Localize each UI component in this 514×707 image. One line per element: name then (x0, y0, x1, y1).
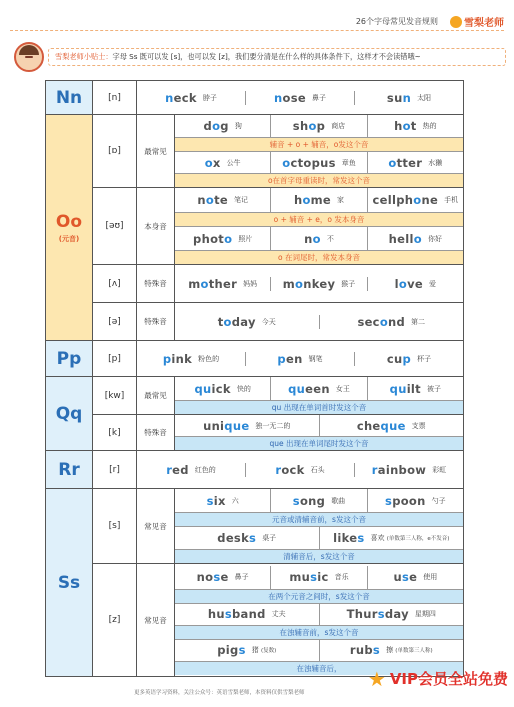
rule-text: que 出现在单词尾时发这个音 (175, 436, 463, 450)
chinese-meaning: 照片 (238, 234, 253, 243)
ipa-k: [k] (93, 415, 137, 451)
english-word: husband (207, 607, 266, 621)
english-word: shop (292, 119, 326, 133)
word-item (368, 489, 463, 512)
word-note: (单数第三人称) (395, 648, 433, 654)
word-item (368, 152, 463, 173)
ipa-kw: [kw] (93, 377, 137, 415)
english-word: Thursday (346, 607, 409, 621)
row-nn (46, 81, 464, 115)
word-item (355, 352, 463, 366)
chinese-meaning: 被子 (426, 384, 441, 393)
word-row (175, 527, 463, 549)
highlighted-letters: o (224, 231, 233, 246)
highlighted-letters: qu (389, 381, 407, 396)
highlighted-letters: n (165, 90, 174, 105)
word-row (175, 152, 463, 173)
word-row (175, 227, 463, 250)
rule-text: qu 出现在单词首时发这个音 (175, 400, 463, 414)
word-item (175, 489, 271, 512)
letter-pp: Pp (46, 341, 93, 377)
chinese-meaning: 鼻子 (234, 573, 249, 581)
word-item (175, 115, 271, 137)
english-word: nose (196, 570, 229, 584)
highlighted-letters: o (413, 193, 422, 207)
english-word: today (217, 314, 256, 329)
word-item (271, 277, 367, 291)
rule-text: 在两个元音之间时，s发这个音 (175, 589, 463, 603)
english-word: mother (188, 276, 238, 291)
letter-nn: Nn (46, 81, 93, 115)
word-item (368, 566, 463, 589)
english-word: dog (203, 119, 229, 133)
row-oo-1 (46, 115, 464, 188)
english-word: second (357, 314, 406, 329)
highlighted-letters: s (206, 493, 214, 508)
highlighted-letters: o (205, 193, 215, 207)
star-icon: ★ (367, 666, 386, 691)
tip-label: 雪梨老师小贴士： (55, 52, 113, 61)
english-word: six (206, 493, 226, 508)
english-word: cellphone (372, 193, 439, 207)
word-item (320, 604, 464, 625)
row-oo-2 (46, 188, 464, 265)
english-word: pink (162, 351, 193, 366)
english-word: ox (204, 155, 221, 170)
chinese-meaning: 手机 (444, 196, 459, 204)
ipa-r: [r] (93, 451, 137, 489)
header-title: 26个字母常见发音规则 (355, 17, 438, 26)
rule-text: 元音或清辅音前，s发这个音 (175, 512, 463, 526)
word-item (137, 352, 246, 366)
chinese-meaning: 你好 (427, 234, 442, 243)
cat-o1: 最常见 (137, 115, 175, 188)
letter-oo: Oo (元音) (46, 115, 93, 341)
english-word: quick (194, 381, 231, 396)
english-word: neck (165, 90, 197, 105)
chinese-meaning: 歌曲 (331, 496, 346, 505)
tip-box (48, 48, 506, 66)
word-item (368, 377, 463, 400)
chinese-meaning: 笔记 (233, 196, 248, 204)
word-item (175, 415, 320, 436)
ipa-o4: [ə] (93, 303, 137, 341)
pear-icon (450, 16, 462, 28)
word-row (175, 604, 463, 625)
letter-rr: Rr (46, 451, 93, 489)
word-note: (复数) (260, 648, 277, 654)
row-rr (46, 451, 464, 489)
cat-o3: 特殊音 (137, 265, 175, 303)
tip-text: 字母 Ss 既可以发 [s]，也可以发 [z]，我们要分清是在什么样的具体条件下，这样才不会读错哦~ (112, 52, 421, 61)
ipa-o2: [əʊ] (93, 188, 137, 265)
highlighted-letters: o (302, 193, 311, 207)
english-word: octopus (282, 155, 336, 170)
word-item (320, 640, 464, 661)
chinese-meaning: 粉色的 (198, 354, 220, 363)
chinese-meaning: 支票 (411, 421, 426, 430)
highlighted-letters: o (398, 276, 408, 291)
cat-k: 特殊音 (137, 415, 175, 451)
english-word: hot (394, 119, 417, 133)
highlighted-letters: n (274, 90, 283, 105)
word-row (175, 566, 463, 589)
highlighted-letters: r (166, 462, 173, 477)
cat-o2: 本身音 (137, 188, 175, 265)
cat-z: 常见音 (137, 564, 175, 677)
highlighted-letters: p (402, 351, 412, 366)
word-item (320, 315, 464, 329)
phonics-table (45, 80, 464, 677)
word-item (368, 115, 463, 137)
highlighted-letters: s (213, 570, 221, 584)
footer-note: 更多英语学习资料，关注公众号：英语雪梨老师，本资料仅供雪梨老师 (134, 690, 305, 696)
vowel-tag: (元音) (58, 234, 80, 243)
rule-text: o 在词尾时，常发本身音 (175, 250, 463, 264)
word-item (271, 152, 367, 173)
highlighted-letters: o (282, 155, 291, 170)
highlighted-letters: o (402, 119, 411, 133)
highlighted-letters: o (312, 231, 321, 246)
chinese-meaning: 喜欢 (单数第三人称，e不发音) (370, 534, 450, 542)
word-row (137, 463, 463, 477)
word-item (175, 640, 320, 661)
highlighted-letters: o (212, 119, 221, 133)
row-ss-1 (46, 489, 464, 564)
english-word: home (293, 193, 332, 207)
brand-logo: 雪梨老师 (450, 14, 504, 29)
tip-section (14, 42, 506, 72)
word-item (175, 152, 271, 173)
english-word: quilt (389, 381, 421, 396)
cat-kw: 最常见 (137, 377, 175, 415)
word-item (246, 91, 355, 105)
chinese-meaning: 第二 (411, 317, 426, 326)
english-word: rainbow (371, 462, 427, 477)
ipa-p: [p] (93, 341, 137, 377)
english-word: monkey (282, 276, 336, 291)
chinese-meaning: 太阳 (417, 93, 432, 102)
chinese-meaning: 狗 (234, 122, 242, 130)
highlighted-letters: s (238, 643, 246, 657)
ipa-o1: [ɒ] (93, 115, 137, 188)
header-divider (10, 30, 504, 31)
word-item (175, 227, 271, 250)
highlighted-letters: o (308, 119, 317, 133)
row-qq-2 (46, 415, 464, 451)
english-word: no (304, 231, 321, 246)
highlighted-letters: qu (194, 381, 212, 396)
letter-ss: Ss (46, 489, 93, 677)
chinese-meaning: 勺子 (431, 496, 446, 505)
word-row (137, 91, 463, 105)
highlighted-letters: p (162, 351, 172, 366)
word-row (175, 315, 463, 329)
rule-text: o + 辅音 + e，o 发本身音 (175, 212, 463, 226)
cat-s: 常见音 (137, 489, 175, 564)
chinese-meaning: 今天 (261, 317, 276, 326)
highlighted-letters: que (224, 418, 250, 433)
english-word: note (197, 193, 228, 207)
word-item (175, 527, 320, 549)
highlighted-letters: r (371, 462, 378, 477)
chinese-meaning: 热的 (422, 122, 437, 130)
highlighted-letters: s (310, 570, 318, 584)
english-word: desks (217, 531, 257, 545)
row-qq-1 (46, 377, 464, 415)
english-word: likes (333, 531, 365, 545)
highlighted-letters: s (372, 643, 381, 657)
row-pp (46, 341, 464, 377)
word-row (175, 277, 463, 291)
chinese-meaning: 鼻子 (311, 93, 326, 102)
word-item (271, 566, 367, 589)
english-word: unique (203, 418, 250, 433)
chinese-meaning: 音乐 (334, 573, 349, 581)
chinese-meaning: 红色的 (194, 465, 216, 474)
word-item (271, 377, 367, 400)
highlighted-letters: n (402, 90, 412, 105)
chinese-meaning: 家 (337, 196, 345, 204)
highlighted-letters: o (413, 231, 422, 246)
word-item (175, 315, 320, 329)
highlighted-letters: o (200, 276, 209, 291)
word-item (137, 463, 246, 477)
chinese-meaning: 石头 (310, 465, 325, 474)
ipa-n: [n] (93, 81, 137, 115)
word-item (246, 352, 355, 366)
word-row (175, 640, 463, 661)
english-word: cup (386, 351, 412, 366)
word-item (355, 463, 463, 477)
english-word: spoon (385, 493, 426, 508)
word-row (175, 188, 463, 212)
english-word: rock (275, 462, 305, 477)
chinese-meaning: 公牛 (226, 158, 241, 167)
chinese-meaning: 擦 (单数第三人称) (386, 646, 433, 654)
chinese-meaning: 水獭 (428, 158, 443, 167)
word-note: (单数第三人称，e不发音) (386, 536, 450, 542)
highlighted-letters: s (385, 493, 393, 508)
word-item (175, 377, 271, 400)
chinese-meaning: 彩虹 (432, 465, 447, 474)
highlighted-letters: o (295, 276, 304, 291)
highlighted-letters: o (388, 155, 397, 170)
chinese-meaning: 桌子 (262, 534, 277, 542)
chinese-meaning: 独一无二的 (255, 421, 291, 430)
chinese-meaning: 爱 (429, 279, 436, 288)
word-item (368, 277, 463, 291)
word-item (271, 188, 367, 212)
cat-o4: 特殊音 (137, 303, 175, 341)
chinese-meaning: 商店 (331, 122, 346, 130)
english-word: love (394, 276, 423, 291)
word-row (175, 115, 463, 137)
rule-text: o在首字母重读时，常发这个音 (175, 173, 463, 187)
english-word: song (292, 493, 326, 508)
word-item (271, 227, 367, 250)
word-item (175, 188, 271, 212)
word-item (175, 604, 320, 625)
word-item (271, 489, 367, 512)
highlighted-letters: o (379, 314, 389, 329)
english-word: queen (288, 381, 330, 396)
chinese-meaning: 猪 (复数) (251, 646, 277, 654)
rule-text: 在浊辅音后， (175, 661, 463, 675)
highlighted-letters: p (277, 351, 286, 366)
row-oo-3 (46, 265, 464, 303)
highlighted-letters: s (401, 570, 410, 584)
english-word: music (289, 570, 329, 584)
highlighted-letters: que (380, 418, 406, 433)
word-item (246, 463, 355, 477)
chinese-meaning: 猴子 (341, 279, 356, 288)
highlighted-letters: s (249, 531, 257, 545)
chinese-meaning: 不 (326, 234, 334, 243)
word-item (175, 566, 271, 589)
english-word: sun (386, 90, 412, 105)
highlighted-letters: s (292, 493, 300, 508)
letter-qq: Qq (46, 377, 93, 451)
word-row (137, 352, 463, 366)
row-oo-4 (46, 303, 464, 341)
teacher-avatar (14, 42, 44, 72)
word-item (271, 115, 367, 137)
vip-banner[interactable]: ★ VIP会员全站免费 (367, 666, 508, 691)
english-word: pen (277, 351, 303, 366)
chinese-meaning: 女王 (335, 384, 350, 393)
chinese-meaning: 星期四 (414, 610, 436, 618)
chinese-meaning: 章鱼 (341, 158, 356, 167)
word-item (320, 527, 464, 549)
highlighted-letters: s (357, 531, 365, 545)
ipa-z: [z] (93, 564, 137, 677)
highlighted-letters: qu (288, 381, 306, 396)
rule-text: 在浊辅音前，s发这个音 (175, 625, 463, 639)
english-word: photo (193, 231, 233, 246)
ipa-s: [s] (93, 489, 137, 564)
chinese-meaning: 妈妈 (243, 279, 258, 288)
highlighted-letters: o (204, 155, 213, 170)
row-ss-2 (46, 564, 464, 677)
english-word: pigs (217, 643, 246, 657)
word-item (175, 277, 271, 291)
chinese-meaning: 快的 (236, 384, 251, 393)
word-item (320, 415, 464, 436)
word-row (175, 489, 463, 512)
chinese-meaning: 丈夫 (271, 610, 286, 618)
chinese-meaning: 脖子 (202, 93, 217, 102)
english-word: nose (274, 90, 306, 105)
highlighted-letters: r (275, 462, 282, 477)
chinese-meaning: 六 (231, 496, 239, 505)
word-item (368, 227, 463, 250)
english-word: red (166, 462, 189, 477)
rule-text: 辅音 + o + 辅音，o发这个音 (175, 137, 463, 151)
highlighted-letters: o (223, 314, 232, 329)
word-row (175, 377, 463, 400)
english-word: hello (388, 231, 422, 246)
word-row (175, 415, 463, 436)
english-word: cheque (356, 418, 406, 433)
rule-text: 清辅音后，s发这个音 (175, 549, 463, 563)
english-word: use (393, 570, 418, 584)
chinese-meaning: 钢笔 (308, 354, 323, 363)
highlighted-letters: s (224, 607, 232, 621)
english-word: rubs (349, 643, 381, 657)
word-item (355, 91, 463, 105)
word-item (368, 188, 463, 212)
ipa-o3: [ʌ] (93, 265, 137, 303)
chinese-meaning: 使用 (423, 573, 438, 581)
english-word: otter (388, 155, 423, 170)
word-item (137, 91, 246, 105)
chinese-meaning: 杯子 (417, 354, 432, 363)
highlighted-letters: s (377, 607, 385, 621)
